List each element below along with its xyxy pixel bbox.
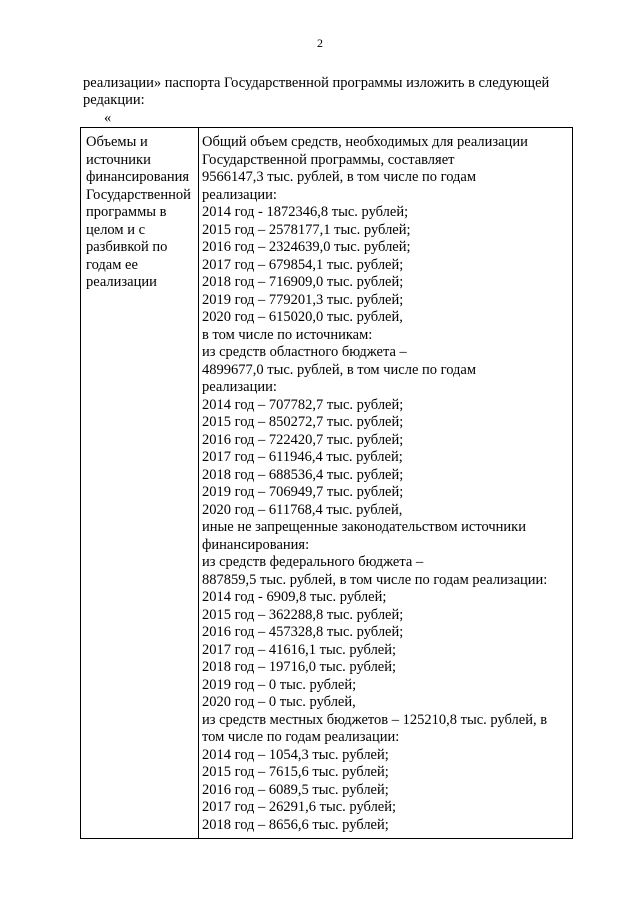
intro-line: реализации» паспорта Государственной программы изложить в следующей (83, 75, 550, 91)
row-label-line: Объемы и (86, 134, 148, 150)
content-line: реализации: (202, 379, 277, 395)
content-line: том числе по годам реализации: (202, 729, 400, 745)
content-line: 2019 год – 0 тыс. рублей; (202, 676, 357, 693)
intro-line: редакции: (83, 91, 145, 108)
content-line: 2016 год – 722420,7 тыс. рублей; (202, 431, 404, 448)
row-label-line: источники (86, 151, 151, 168)
content-line: из средств федерального бюджета – (202, 554, 424, 570)
content-line: 2015 год – 7615,6 тыс. рублей; (202, 764, 389, 780)
content-line: из средств областного бюджета – (202, 344, 407, 360)
content-line: 2018 год – 8656,6 тыс. рублей; (202, 816, 389, 833)
content-line: 2020 год – 0 тыс. рублей, (202, 694, 356, 710)
content-line: 2019 год – 706949,7 тыс. рублей; (202, 484, 404, 500)
row-label-cell (81, 128, 199, 839)
row-label-line: Государственной (86, 186, 191, 203)
content-line: Государственной программы, составляет (202, 151, 455, 168)
content-line: 2017 год – 26291,6 тыс. рублей; (202, 799, 397, 815)
row-label-line: целом и с (86, 221, 146, 238)
intro-paragraph (83, 75, 573, 108)
content-line: 2018 год – 688536,4 тыс. рублей; (202, 466, 404, 483)
content-line: 2014 год – 1054,3 тыс. рублей; (202, 746, 389, 763)
content-line: 2016 год – 6089,5 тыс. рублей; (202, 781, 389, 798)
content-line: 2017 год – 611946,4 тыс. рублей; (202, 449, 403, 465)
row-content-cell (199, 128, 573, 839)
opening-quote-mark: « (104, 110, 112, 126)
content-line: 2014 год - 6909,8 тыс. рублей; (202, 589, 387, 605)
content-line: 4899677,0 тыс. рублей, в том числе по годам (202, 361, 477, 378)
page-number: 2 (317, 36, 323, 50)
content-line: 2015 год – 850272,7 тыс. рублей; (202, 414, 404, 430)
passport-table (80, 127, 573, 839)
content-line: 2017 год – 679854,1 тыс. рублей; (202, 256, 404, 273)
row-label-line: разбивкой по (86, 239, 168, 255)
row-label-line: финансирования (86, 169, 190, 185)
content-line: 2014 год - 1872346,8 тыс. рублей; (202, 204, 409, 220)
content-line: Общий объем средств, необходимых для реализации (202, 134, 528, 150)
row-label-line: программы в (86, 204, 167, 220)
content-line: финансирования: (202, 536, 310, 553)
content-line: 9566147,3 тыс. рублей, в том числе по годам (202, 169, 477, 185)
row-label-line: годам ее (86, 256, 138, 273)
content-line: в том числе по источникам: (202, 326, 373, 343)
content-line: 887859,5 тыс. рублей, в том числе по годам реализации: (202, 571, 548, 588)
content-line: 2019 год – 779201,3 тыс. рублей; (202, 291, 404, 308)
content-line: 2015 год – 2578177,1 тыс. рублей; (202, 221, 411, 238)
content-line: реализации: (202, 186, 277, 203)
row-label-line: реализации (86, 274, 157, 290)
content-line: иные не запрещенные законодательством источники (202, 519, 526, 535)
content-line: 2017 год – 41616,1 тыс. рублей; (202, 641, 397, 658)
content-line: 2014 год – 707782,7 тыс. рублей; (202, 396, 404, 413)
content-line: 2020 год – 615020,0 тыс. рублей, (202, 309, 403, 325)
table-row (81, 128, 573, 839)
content-line: 2020 год – 611768,4 тыс. рублей, (202, 501, 403, 518)
content-line: 2016 год – 2324639,0 тыс. рублей; (202, 239, 411, 255)
content-line: 2018 год – 716909,0 тыс. рублей; (202, 274, 404, 290)
content-line: 2018 год – 19716,0 тыс. рублей; (202, 659, 397, 675)
content-line: из средств местных бюджетов – 125210,8 тыс. рублей, в (202, 711, 548, 728)
content-line: 2016 год – 457328,8 тыс. рублей; (202, 624, 404, 640)
content-line: 2015 год – 362288,8 тыс. рублей; (202, 606, 404, 623)
